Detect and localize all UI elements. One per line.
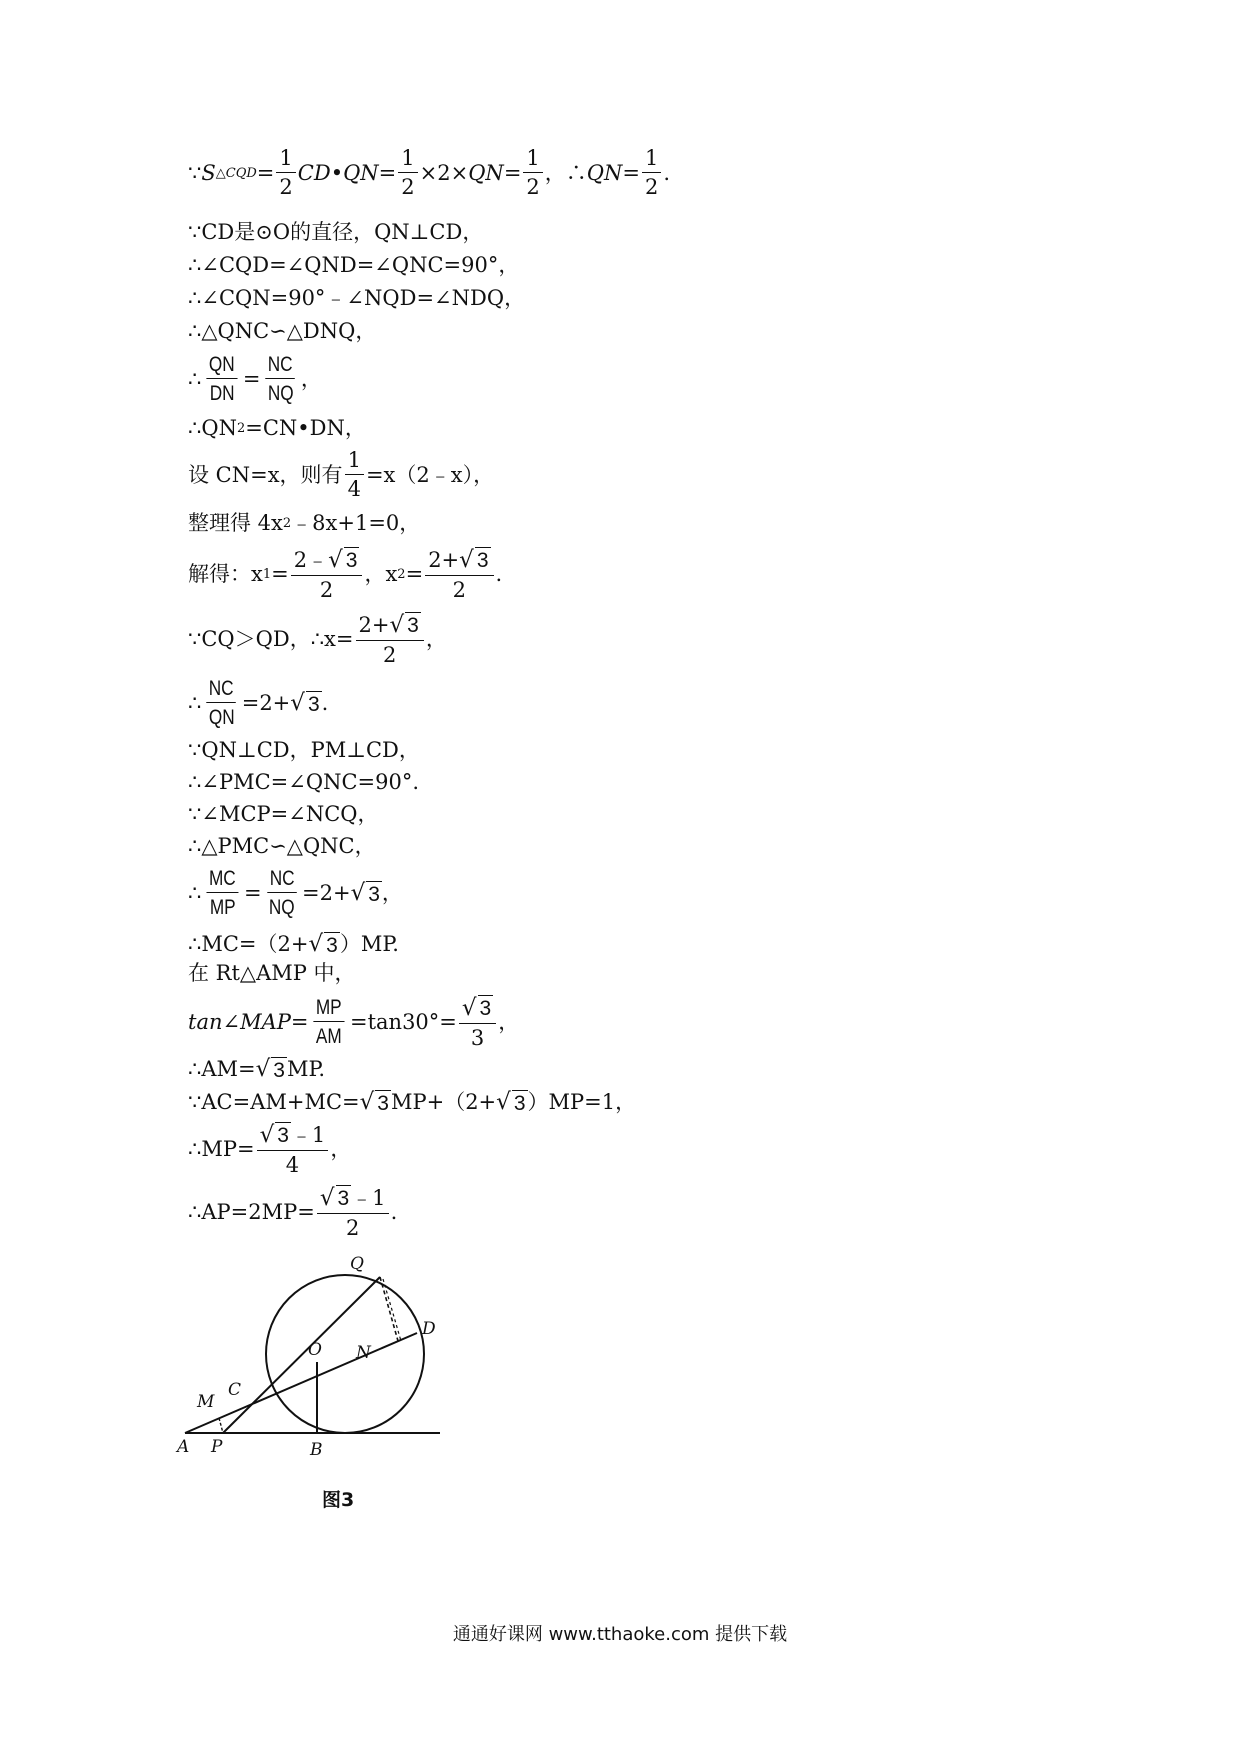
line-24: ∴AP=2MP= $\frac{√ 3﹣1}{2}$ . bbox=[188, 1185, 398, 1240]
line-16: ∴△PMC∽△QNC， bbox=[188, 834, 376, 858]
fraction-x2: $\frac{2+√ 3}{2}$ bbox=[425, 547, 493, 601]
label-a: A bbox=[177, 1437, 190, 1457]
eq: = bbox=[256, 160, 275, 185]
line-22: ∵AC=AM+MC= √ 3 MP+（2+ √ 3 ）MP=1， bbox=[188, 1088, 637, 1115]
line-6: ∴ $\frac{QN}{DN}$ = $\frac{NC}{NQ}$ ， bbox=[188, 353, 322, 405]
fraction-mp-am: $\frac{MP}{AM}$ bbox=[310, 997, 348, 1047]
line-19: 在 Rt△AMP 中， bbox=[188, 961, 356, 985]
line-a-d bbox=[185, 1333, 417, 1433]
label-b: B bbox=[310, 1440, 323, 1460]
label-d: D bbox=[422, 1319, 436, 1339]
line-1: ∵ S △CQD = $\frac{1}{2}$ CD • QN = $\frac{1}{2}$ ×2× QN = $\frac{1}{2}$ ，∴ QN = $\frac{1}{2}$ . bbox=[188, 146, 671, 199]
line-17: ∴ $\frac{MC}{MP}$ = $\frac{NC}{NQ}$ =2+ √ 3 ， bbox=[188, 867, 403, 919]
label-o: O bbox=[308, 1340, 322, 1360]
line-7: ∴QN 2 =CN•DN， bbox=[188, 416, 366, 440]
line-18: ∴MC=（2+ √ 3 ）MP. bbox=[188, 930, 399, 957]
fraction-qn-dn: $\frac{QN}{DN}$ bbox=[203, 354, 241, 404]
fraction-quarter: $\frac{1}{4}$ bbox=[345, 450, 364, 500]
line-4: ∴∠CQN=90°﹣∠NQD=∠NDQ， bbox=[188, 286, 526, 310]
label-m: M bbox=[197, 1392, 215, 1412]
line-13: ∵QN⊥CD，PM⊥CD， bbox=[188, 738, 420, 762]
figure-caption: 图3 bbox=[322, 1489, 355, 1511]
page-footer: 通通好课网 www.tthaoke.com 提供下载 bbox=[452, 1624, 788, 1645]
line-10: 解得：x 1 = $\frac{2﹣√ 3}{2}$ ，x 2 = $\frac{2+√ 3}{2}$ . bbox=[188, 547, 503, 602]
label-n: N bbox=[356, 1343, 371, 1363]
fraction-mc-mp: $\frac{MC}{MP}$ bbox=[203, 868, 242, 918]
line-21: ∴AM= √ 3 MP. bbox=[188, 1055, 326, 1082]
line-9: 整理得 4x 2 ﹣8x+1=0， bbox=[188, 511, 421, 535]
dashed-qn-2 bbox=[383, 1279, 401, 1341]
fraction-half: $\frac{1}{2}$ bbox=[523, 148, 542, 198]
line-23: ∴MP= $\frac{√ 3﹣1}{4}$ ， bbox=[188, 1122, 352, 1177]
fraction-half: $\frac{1}{2}$ bbox=[642, 148, 661, 198]
fraction-mp: $\frac{√ 3﹣1}{4}$ bbox=[257, 1122, 329, 1176]
line-20: tan∠MAP= $\frac{MP}{AM}$ =tan30°= $\frac{√ 3}{3}$ ， bbox=[188, 995, 520, 1050]
fraction-half: $\frac{1}{2}$ bbox=[276, 148, 295, 198]
geometry-figure bbox=[175, 1255, 455, 1480]
because-symbol: ∵ bbox=[188, 160, 202, 185]
cd-text: CD bbox=[297, 160, 331, 185]
label-p: P bbox=[211, 1437, 223, 1457]
line-15: ∵∠MCP=∠NCQ， bbox=[188, 802, 379, 826]
label-q: Q bbox=[350, 1255, 364, 1274]
fraction-x: $\frac{2+√ 3}{2}$ bbox=[356, 612, 424, 666]
fraction-half: $\frac{1}{2}$ bbox=[398, 148, 417, 198]
dashed-qn bbox=[380, 1277, 398, 1341]
fraction-x1: $\frac{2﹣√ 3}{2}$ bbox=[291, 547, 363, 601]
area-symbol: S bbox=[201, 160, 216, 185]
line-11: ∵CQ＞QD，∴x= $\frac{2+√ 3}{2}$ ， bbox=[188, 612, 447, 667]
line-2: ∵CD是⊙O的直径，QN⊥CD， bbox=[188, 220, 484, 244]
fraction-nc-nq: $\frac{NC}{NQ}$ bbox=[267, 353, 294, 405]
line-8: 设 CN=x，则有 $\frac{1}{4}$ =x（2﹣x）， bbox=[188, 448, 495, 501]
line-5: ∴△QNC∽△DNQ， bbox=[188, 319, 377, 343]
fraction-nc-qn: $\frac{NC}{QN}$ bbox=[208, 677, 235, 729]
dashed-pm bbox=[219, 1418, 223, 1433]
line-12: ∴ $\frac{NC}{QN}$ =2+ √ 3 . bbox=[188, 677, 329, 729]
fraction-root3-3: $\frac{√ 3}{3}$ bbox=[459, 995, 496, 1049]
label-c: C bbox=[228, 1380, 242, 1400]
line-3: ∴∠CQD=∠QND=∠QNC=90°， bbox=[188, 253, 520, 277]
line-14: ∴∠PMC=∠QNC=90°. bbox=[188, 770, 419, 794]
fraction-ap: $\frac{√ 3﹣1}{2}$ bbox=[317, 1185, 389, 1239]
fraction-nc-nq: $\frac{NC}{NQ}$ bbox=[268, 867, 295, 919]
area-subscript: △CQD bbox=[215, 165, 257, 181]
circle-o bbox=[266, 1275, 424, 1433]
